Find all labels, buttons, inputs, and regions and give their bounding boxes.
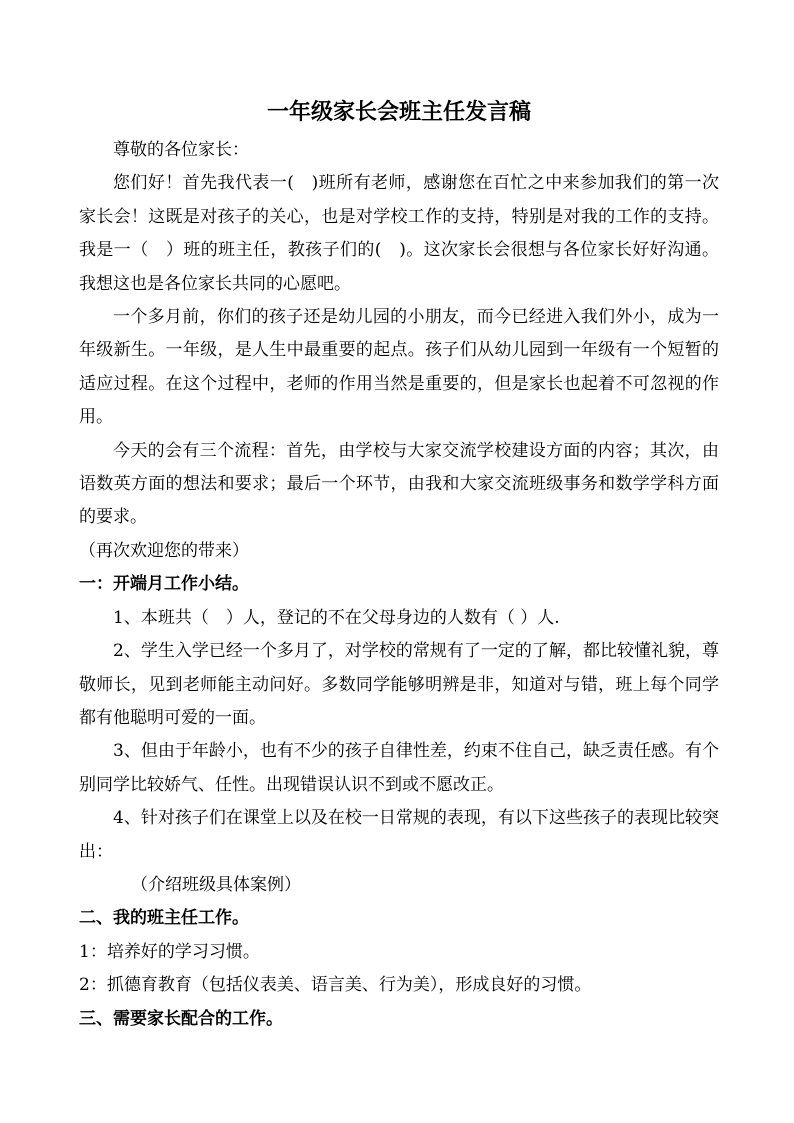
paragraph-opening: 您们好！首先我代表一( )班所有老师，感谢您在百忙之中来参加我们的第一次家长会！这既是对孩子的关心，也是对学校工作的支持，特别是对我的工作的支持。我是一（ ）班的班主任，教孩子们的( )。这次家长会很想与各位家长好好沟通。我想这也是各位家长共同的心愿吧。: [79, 173, 719, 294]
document-page: [79, 92, 719, 1036]
document-title: 一年级家长会班主任发言稿: [266, 99, 531, 125]
salutation: 尊敬的各位家长：: [113, 140, 249, 160]
section1-item-3: 3、但由于年龄小，也有不少的孩子自律性差，约束不住自己，缺乏责任感。有个别同学比较娇气、任性。出现错误认识不到或不愿改正。: [79, 741, 719, 795]
section-heading-3: 三、需要家长配合的工作。: [79, 1008, 283, 1029]
case-note: （介绍班级具体案例）: [131, 874, 301, 895]
paragraph-agenda: 今天的会有三个流程：首先，由学校与大家交流学校建设方面的内容；其次，由语数英方面的想法和要求；最后一个环节，由我和大家交流班级事务和数学学科方面的要求。: [79, 440, 719, 528]
section1-item-2: 2、学生入学已经一个多月了，对学校的常规有了一定的了解，都比较懂礼貌，尊敬师长，见到老师能主动问好。多数同学能够明辨是非，知道对与错，班上每个同学都有他聪明可爱的一面。: [79, 641, 719, 728]
paragraph-background: 一个多月前，你们的孩子还是幼儿园的小朋友，而今已经进入我们外小，成为一年级新生。一年级，是人生中最重要的起点。孩子们从幼儿园到一年级有一个短暂的适应过程。在这个过程中，老师的作用当然是重要的，但是家长也起着不可忽视的作用。: [79, 307, 719, 428]
section2-item-2: 2：抓德育教育（包括仪表美、语言美、行为美），形成良好的习惯。: [79, 975, 592, 996]
section-heading-1: 一：开端月工作小结。: [79, 574, 249, 595]
section1-item-4: 4、针对孩子们在课堂上以及在校一日常规的表现，有以下这些孩子的表现比较突出：: [79, 808, 719, 862]
section1-item-1: 1、本班共（ ）人，登记的不在父母身边的人数有（ ）人.: [113, 607, 560, 628]
section2-item-1: 1：培养好的学习习惯。: [79, 941, 260, 962]
section-heading-2: 二、我的班主任工作。: [79, 908, 249, 929]
welcome-note: （再次欢迎您的带来）: [79, 540, 249, 561]
